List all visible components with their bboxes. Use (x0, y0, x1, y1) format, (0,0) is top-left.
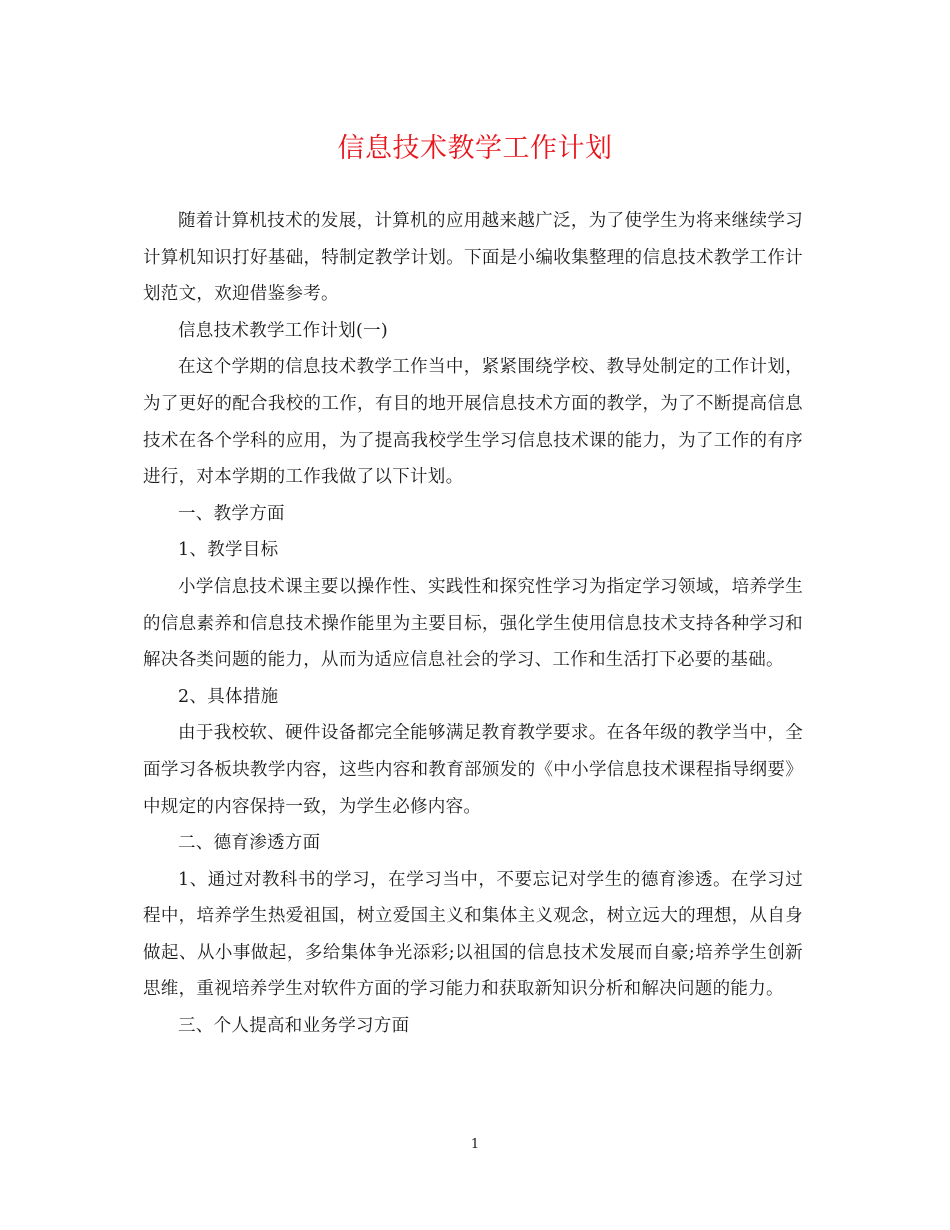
section-moral-heading: 二、德育渗透方面 (178, 833, 321, 854)
measures-heading: 2、具体措施 (178, 686, 279, 707)
teaching-goals-paragraph: 小学信息技术课主要以操作性、实践性和探究性学习为指定学习领域，培养学生的信息素养和信息技术操作能里为主要目标，强化学生使用信息技术支持各种学习和解决各类问题的能力，从而为适应信息社会的学习、工作和生活打下必要的基础。 (143, 576, 803, 671)
page-number: 1 (470, 1137, 480, 1152)
teaching-goals-heading: 1、教学目标 (178, 540, 279, 561)
section-personal-heading: 三、个人提高和业务学习方面 (178, 1016, 410, 1037)
moral-paragraph: 1、通过对教科书的学习，在学习当中，不要忘记对学生的德育渗透。在学习过程中，培养学生热爱祖国，树立爱国主义和集体主义观念，树立远大的理想，从自身做起、从小事做起，多给集体争光添彩;以祖国的信息技术发展而自豪;培养学生创新思维，重视培养学生对软件方面的学习能力和获取新知识分析和解决问题的能力。 (143, 869, 803, 1000)
plan-one-heading: 信息技术教学工作计划(一) (178, 320, 389, 341)
section-teaching-heading: 一、教学方面 (178, 503, 285, 524)
intro-paragraph: 随着计算机技术的发展，计算机的应用越来越广泛，为了使学生为将来继续学习计算机知识打好基础，特制定教学计划。下面是小编收集整理的信息技术教学工作计划范文，欢迎借鉴参考。 (143, 211, 803, 305)
plan-overview-paragraph: 在这个学期的信息技术教学工作当中，紧紧围绕学校、教导处制定的工作计划，为了更好的配合我校的工作，有目的地开展信息技术方面的教学，为了不断提高信息技术在各个学科的应用，为了提高我校学生学习信息技术课的能力，为了工作的有序进行，对本学期的工作我做了以下计划。 (143, 357, 803, 488)
document-title: 信息技术教学工作计划 (337, 133, 613, 164)
measures-paragraph: 由于我校软、硬件设备都完全能够满足教育教学要求。在各年级的教学当中，全面学习各板块教学内容，这些内容和教育部颁发的《中小学信息技术课程指导纲要》中规定的内容保持一致，为学生必修内容。 (143, 723, 803, 817)
document-body (143, 203, 803, 1045)
